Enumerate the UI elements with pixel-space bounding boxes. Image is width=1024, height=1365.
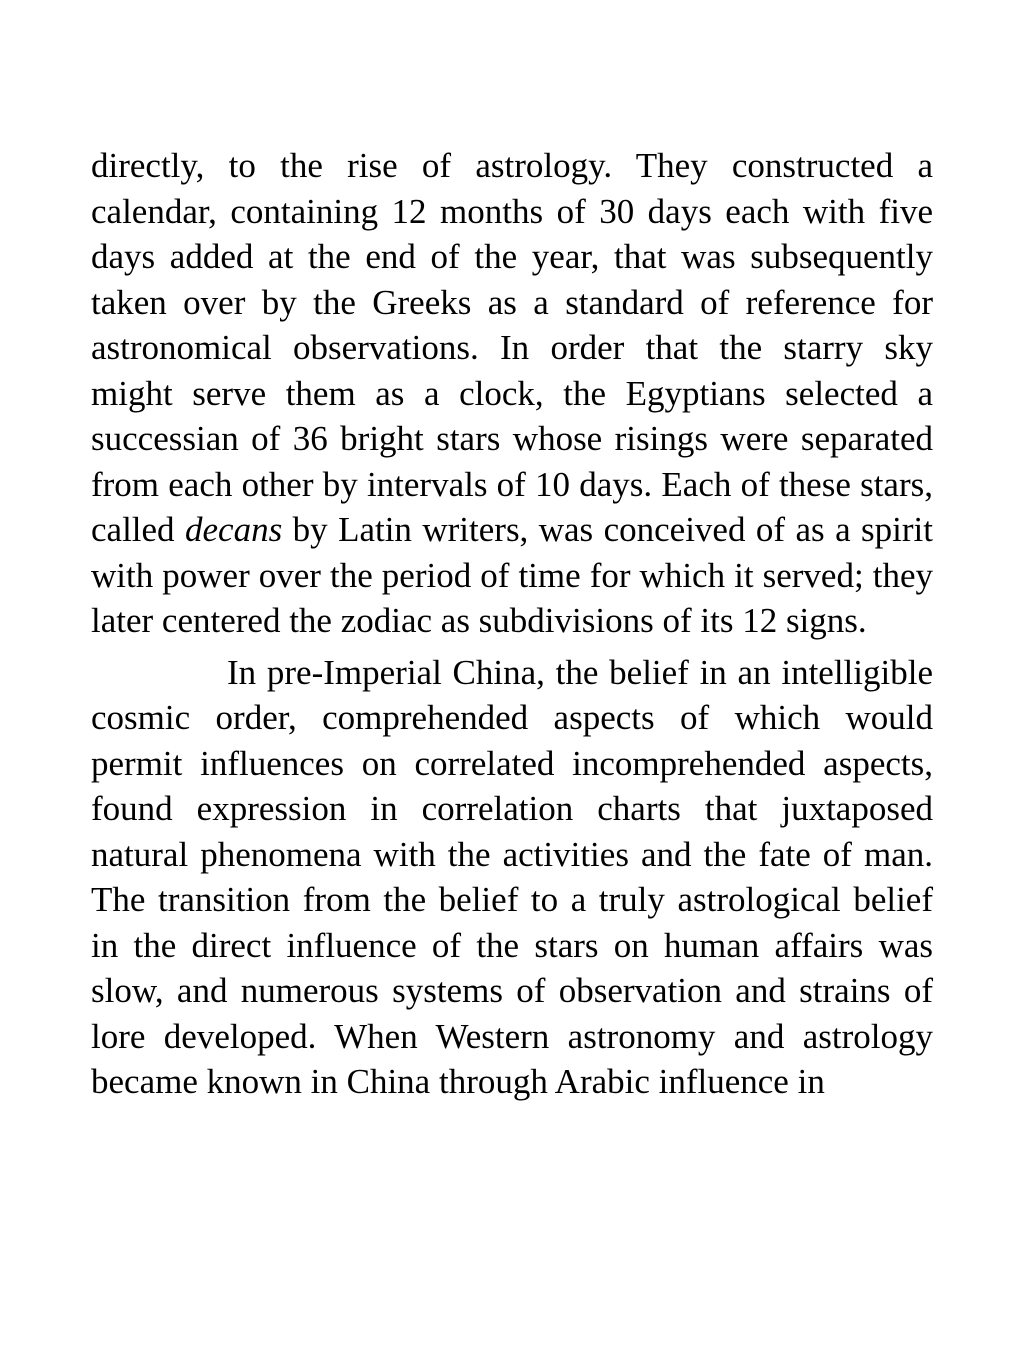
- paragraph-text-part: by Latin writers, was conceived of as a spirit with power over the period of time for which it served; they later centered the zodiac as subdivisions of its 12 signs.: [91, 510, 934, 640]
- paragraph-china-astrology: In pre-Imperial China, the belief in an intelligible cosmic order, comprehended aspects of which would permit influences on correlated incomprehended aspects, found expression in correlation charts that juxtaposed natural phenomena with the activities and the fate of man. The transition from the belief to a truly astrological belief in the direct influence of the stars on human affairs was slow, and numerous systems of observation and strains of lore developed. When Western astronomy and astrology became known in China through Arabic influence in: [91, 652, 933, 1101]
- paragraph-egyptian-calendar: [91, 143, 933, 644]
- italic-term-decans: decans: [185, 510, 283, 549]
- paragraph-text-part: directly, to the rise of astrology. They constructed a calendar, containing 12 months of 30 days each with five days added at the end of the year, that was subsequently taken over by the Greeks as a standard of reference for astronomical observations. In order that the starry sky might serve them as a clock, the Egyptians selected a successian of 36 bright stars whose risings were separated from each other by intervals of 10 days. Each of these stars, called: [91, 146, 933, 549]
- document-page: [91, 143, 933, 1105]
